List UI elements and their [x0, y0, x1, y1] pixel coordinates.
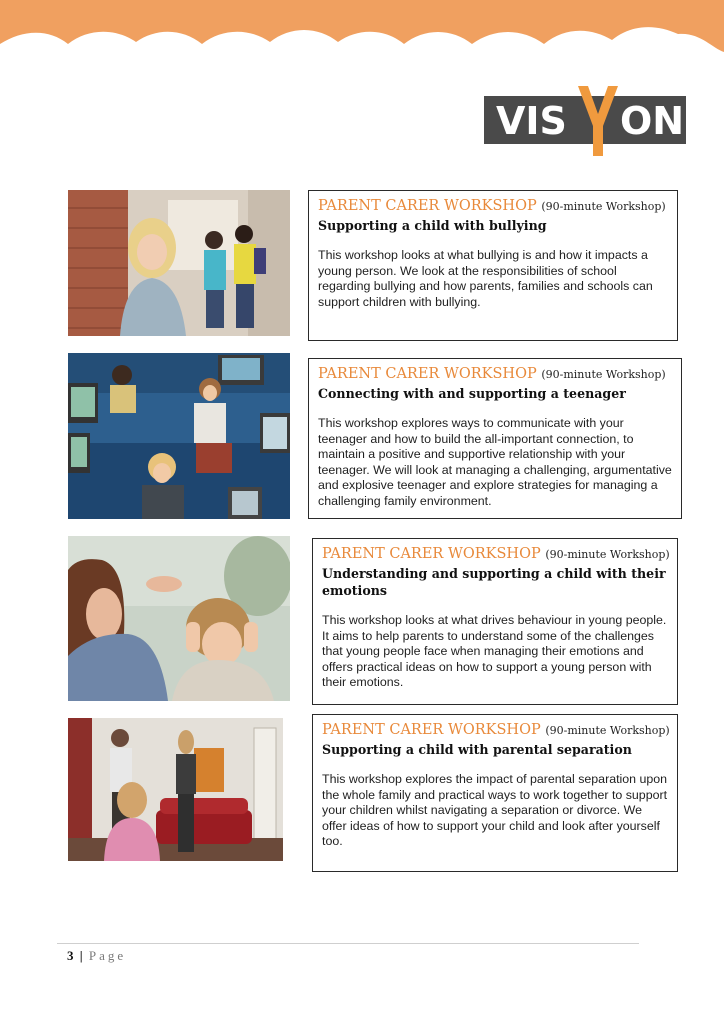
page-footer	[67, 948, 126, 964]
card-duration: (90-minute Workshop)	[545, 548, 670, 561]
card-duration: (90-minute Workshop)	[541, 368, 666, 381]
card-duration: (90-minute Workshop)	[545, 724, 670, 737]
card-body: This workshop looks at what drives behaviour in young people. It aims to help parents to understand some of the challenges that young people face when managing their emotions and offers practical ideas on how to support a young person with their emotions.	[322, 613, 667, 689]
card-subtitle: Connecting with and supporting a teenager	[318, 386, 626, 401]
card-body: This workshop looks at what bullying is and how it impacts a young person. We look at the responsibilities of school regarding bullying and how parents, families and schools can support children with bullying.	[318, 248, 653, 309]
svg-text:ON: ON	[620, 99, 685, 143]
workshop-card-emotions	[312, 538, 678, 705]
card-subtitle: Understanding and supporting a child with their emotions	[322, 566, 666, 598]
card-subtitle: Supporting a child with bullying	[318, 218, 547, 233]
card-title: PARENT CARER WORKSHOP (90-minute Workshop)	[322, 722, 670, 738]
workshop-card-bullying	[308, 190, 678, 341]
photo-bullying	[68, 190, 290, 336]
workshop-card-teenager	[308, 358, 682, 519]
card-body: This workshop explores ways to communicate with your teenager and how to build the all-important connection, to maintain a positive and supportive relationship with your teenager. We will look at managing a challenging, argumentative and explosive teenager and explore strategies for managing a challenging family environment.	[318, 416, 672, 508]
photo-emotions	[68, 536, 290, 701]
card-title: PARENT CARER WORKSHOP (90-minute Workshop)	[322, 546, 670, 562]
page-label: Page	[88, 948, 127, 963]
page-separator: |	[79, 948, 83, 963]
footer-rule	[57, 943, 639, 944]
photo-teenagers	[68, 353, 290, 519]
visyon-logo	[484, 86, 686, 156]
card-subtitle: Supporting a child with parental separation	[322, 742, 632, 757]
card-duration: (90-minute Workshop)	[541, 200, 666, 213]
photo-separation	[68, 718, 283, 861]
workshop-card-separation	[312, 714, 678, 872]
card-title: PARENT CARER WORKSHOP (90-minute Workshop)	[318, 198, 666, 214]
cloud-banner	[0, 0, 724, 70]
svg-text:VIS: VIS	[496, 99, 567, 143]
page-number: 3	[67, 948, 74, 963]
card-title: PARENT CARER WORKSHOP (90-minute Workshop)	[318, 366, 666, 382]
card-body: This workshop explores the impact of parental separation upon the whole family and practical ways to work together to support your children whilst navigating a separation or divorce. We offer ideas of how to support your child and look after yourself too.	[322, 772, 668, 848]
